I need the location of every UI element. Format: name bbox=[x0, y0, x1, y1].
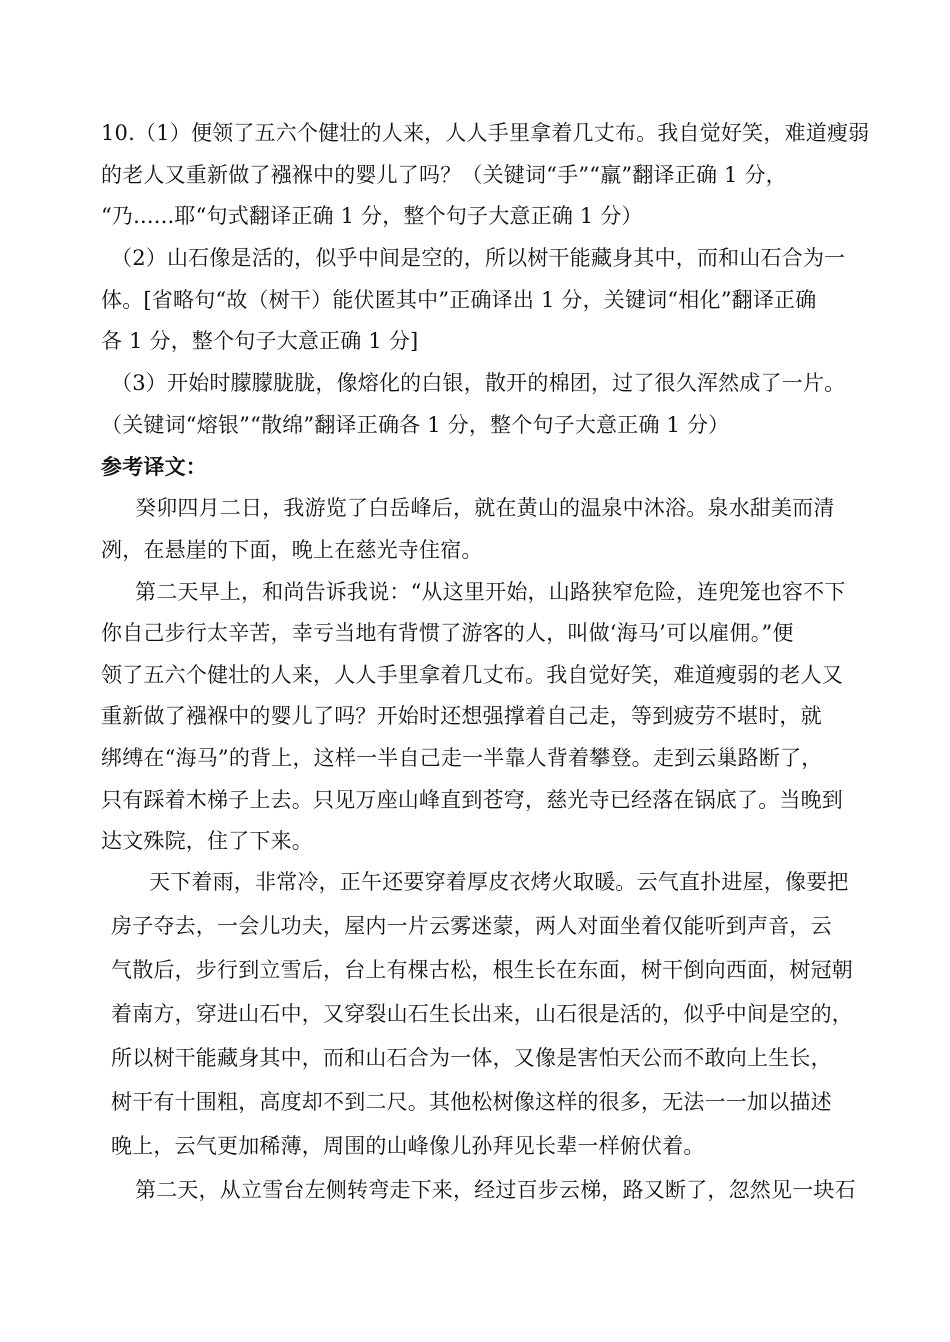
answer-10-2-line-1: （2）山石像是活的，似乎中间是空的，所以树干能藏身其中，而和山石合为一 bbox=[111, 246, 846, 270]
translation-p2-line-1: 第二天早上，和尚告诉我说：“从这里开始，山路狭窄危险，连兜笼也容不下 bbox=[135, 580, 846, 604]
translation-p1-line-1: 癸卯四月二日，我游览了白岳峰后，就在黄山的温泉中沐浴。泉水甜美而清 bbox=[135, 496, 835, 520]
translation-heading: 参考译文： bbox=[101, 454, 207, 479]
answer-10-3-line-1: （3）开始时朦朦胧胧，像熔化的白银，散开的棉团，过了很久浑然成了一片。 bbox=[111, 371, 846, 395]
translation-p3-line-1: 天下着雨，非常冷，正午还要穿着厚皮衣烤火取暖。云气直扑进屋，像要把 bbox=[149, 870, 849, 894]
translation-p2-line-7: 达文殊院，住了下来。 bbox=[101, 829, 313, 853]
translation-p2-line-3: 领了五六个健壮的人来，人人手里拿着几丈布。我自觉好笑，难道瘦弱的老人又 bbox=[101, 663, 843, 687]
translation-p3-line-4: 着南方，穿进山石中，又穿裂山石生长出来，山石很是活的，似乎中间是空的， bbox=[111, 1002, 853, 1026]
translation-p2-line-5: 绑缚在“海马”的背上，这样一半自己走一半靠人背着攀登。走到云巢路断了， bbox=[101, 746, 823, 770]
answer-10-2-line-2: 体。[省略句“故（树干）能伏匿其中”正确译出 1 分，关键词“相化”翻译正确 bbox=[101, 288, 817, 312]
translation-p3-line-6: 树干有十围粗，高度却不到二尺。其他松树像这样的很多，无法一一加以描述 bbox=[111, 1090, 832, 1114]
translation-p3-line-7: 晚上，云气更加稀薄，周围的山峰像儿孙拜见长辈一样俯伏着。 bbox=[111, 1134, 705, 1158]
answer-10-1-line-2: 的老人又重新做了襁褓中的婴儿了吗？（关键词“手”“羸”翻译正确 1 分， bbox=[101, 163, 787, 187]
translation-p3-line-3: 气散后，步行到立雪后，台上有棵古松，根生长在东面，树干倒向西面，树冠朝 bbox=[111, 958, 853, 982]
answer-10-2-line-3: 各 1 分，整个句子大意正确 1 分] bbox=[101, 329, 419, 353]
translation-p2-line-2: 你自己步行太辛苦，幸亏当地有背惯了游客的人，叫做‘海马’可以雇佣。”便 bbox=[101, 621, 794, 645]
translation-p2-line-4: 重新做了襁褓中的婴儿了吗？开始时还想强撑着自己走，等到疲劳不堪时，就 bbox=[101, 704, 822, 728]
translation-p3-line-2: 房子夺去，一会儿功夫，屋内一片云雾迷蒙，两人对面坐着仅能听到声音，云 bbox=[111, 914, 832, 938]
translation-p1-line-2: 冽，在悬崖的下面，晚上在慈光寺住宿。 bbox=[101, 538, 483, 562]
answer-10-1-line-1: 10.（1）便领了五六个健壮的人来，人人手里拿着几丈布。我自觉好笑，难道瘦弱 bbox=[101, 121, 870, 145]
translation-p4-line-1: 第二天，从立雪台左侧转弯走下来，经过百步云梯，路又断了，忽然见一块石 bbox=[135, 1178, 856, 1202]
answer-10-1-line-3: “乃......耶“句式翻译正确 1 分，整个句子大意正确 1 分） bbox=[101, 204, 643, 228]
translation-p3-line-5: 所以树干能藏身其中，而和山石合为一体，又像是害怕天公而不敢向上生长， bbox=[111, 1046, 832, 1070]
translation-p2-line-6: 只有踩着木梯子上去。只见万座山峰直到苍穹，慈光寺已经落在锅底了。当晚到 bbox=[101, 788, 843, 812]
answer-10-3-line-2: （关键词“熔银”“散绵”翻译正确各 1 分，整个句子大意正确 1 分） bbox=[101, 413, 730, 437]
